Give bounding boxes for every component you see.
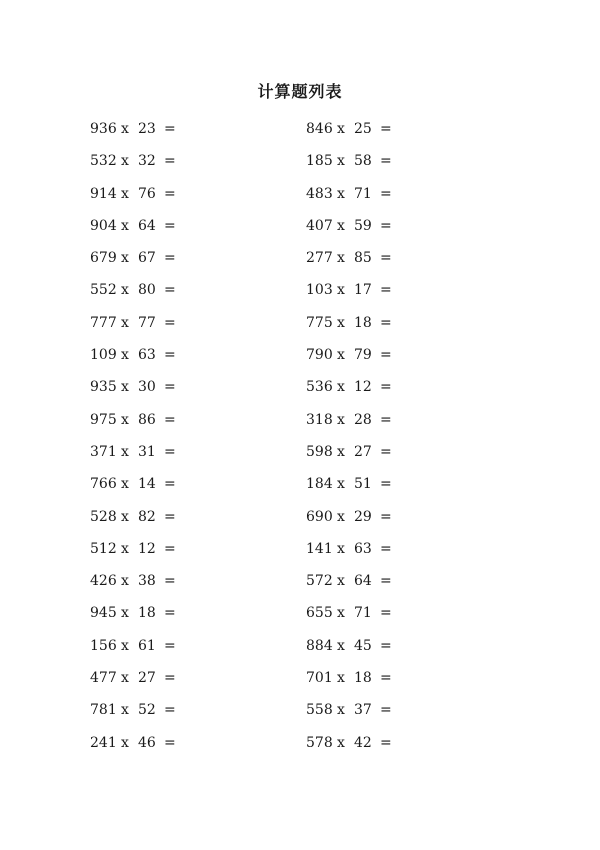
operand-b: 63	[354, 540, 372, 557]
equals-sign: =	[380, 508, 392, 525]
problem-row	[90, 635, 176, 667]
equals-sign: =	[380, 314, 392, 331]
operand-a: 846	[306, 121, 333, 137]
multiply-sign: x	[121, 508, 129, 525]
operand-b: 25	[354, 121, 372, 137]
equals-sign: =	[164, 573, 176, 590]
multiply-sign: x	[337, 734, 345, 751]
equals-sign: =	[164, 508, 176, 525]
operand-b: 59	[354, 217, 372, 234]
operand-b: 45	[354, 637, 372, 654]
operand-a: 536	[306, 379, 333, 396]
equals-sign: =	[164, 670, 176, 687]
equals-sign: =	[164, 411, 176, 428]
multiply-sign: x	[121, 379, 129, 396]
equals-sign: =	[380, 605, 392, 622]
equals-sign: =	[380, 476, 392, 493]
operand-a: 371	[90, 443, 117, 460]
multiply-sign: x	[121, 702, 129, 719]
equals-sign: =	[164, 314, 176, 331]
equals-sign: =	[164, 540, 176, 557]
operand-b: 61	[138, 637, 156, 654]
operand-a: 141	[306, 540, 333, 557]
operand-b: 42	[354, 734, 372, 751]
operand-a: 512	[90, 540, 117, 557]
operand-b: 32	[138, 153, 156, 170]
operand-a: 185	[306, 153, 333, 170]
multiply-sign: x	[337, 282, 345, 299]
operand-b: 23	[138, 121, 156, 137]
operand-a: 156	[90, 637, 117, 654]
multiply-sign: x	[337, 217, 345, 234]
multiply-sign: x	[121, 605, 129, 622]
multiply-sign: x	[337, 121, 345, 137]
operand-a: 407	[306, 217, 333, 234]
operand-a: 318	[306, 411, 333, 428]
operand-b: 37	[354, 702, 372, 719]
operand-a: 975	[90, 411, 117, 428]
problem-row	[90, 667, 176, 699]
equals-sign: =	[164, 476, 176, 493]
problem-row	[90, 150, 176, 182]
problem-row	[306, 732, 392, 764]
multiply-sign: x	[121, 637, 129, 654]
equals-sign: =	[164, 121, 176, 137]
multiply-sign: x	[121, 573, 129, 590]
operand-a: 578	[306, 734, 333, 751]
problem-row	[306, 635, 392, 667]
problem-row	[90, 118, 176, 150]
problem-row	[90, 538, 176, 570]
operand-b: 71	[354, 605, 372, 622]
operand-b: 18	[354, 670, 372, 687]
problem-row	[306, 312, 392, 344]
operand-a: 701	[306, 670, 333, 687]
operand-b: 64	[138, 217, 156, 234]
operand-a: 904	[90, 217, 117, 234]
problem-row	[90, 506, 176, 538]
operand-b: 31	[138, 443, 156, 460]
operand-a: 109	[90, 347, 117, 364]
problem-row	[90, 376, 176, 408]
equals-sign: =	[164, 250, 176, 267]
multiply-sign: x	[121, 443, 129, 460]
problem-row	[90, 279, 176, 311]
problem-row	[306, 279, 392, 311]
equals-sign: =	[380, 250, 392, 267]
multiply-sign: x	[337, 443, 345, 460]
equals-sign: =	[164, 347, 176, 364]
operand-b: 51	[354, 476, 372, 493]
problem-row	[306, 570, 392, 602]
operand-a: 914	[90, 185, 117, 202]
multiply-sign: x	[121, 734, 129, 751]
operand-a: 935	[90, 379, 117, 396]
operand-b: 79	[354, 347, 372, 364]
equals-sign: =	[164, 282, 176, 299]
equals-sign: =	[380, 217, 392, 234]
equals-sign: =	[164, 185, 176, 202]
operand-a: 679	[90, 250, 117, 267]
problem-row	[306, 699, 392, 731]
problem-row	[90, 312, 176, 344]
operand-b: 77	[138, 314, 156, 331]
operand-b: 14	[138, 476, 156, 493]
equals-sign: =	[380, 185, 392, 202]
operand-a: 528	[90, 508, 117, 525]
problem-row	[90, 699, 176, 731]
multiply-sign: x	[337, 670, 345, 687]
right-problem-column	[306, 118, 392, 764]
operand-b: 64	[354, 573, 372, 590]
problem-row	[90, 344, 176, 376]
multiply-sign: x	[121, 282, 129, 299]
operand-a: 277	[306, 250, 333, 267]
operand-b: 12	[138, 540, 156, 557]
multiply-sign: x	[121, 540, 129, 557]
equals-sign: =	[164, 734, 176, 751]
problem-row	[90, 215, 176, 247]
problem-row	[306, 538, 392, 570]
multiply-sign: x	[337, 347, 345, 364]
operand-b: 12	[354, 379, 372, 396]
operand-a: 477	[90, 670, 117, 687]
problem-row	[306, 473, 392, 505]
operand-a: 103	[306, 282, 333, 299]
multiply-sign: x	[337, 508, 345, 525]
multiply-sign: x	[121, 153, 129, 170]
multiply-sign: x	[121, 411, 129, 428]
operand-a: 483	[306, 185, 333, 202]
operand-b: 28	[354, 411, 372, 428]
multiply-sign: x	[337, 379, 345, 396]
multiply-sign: x	[337, 637, 345, 654]
problem-row	[90, 247, 176, 279]
operand-a: 790	[306, 347, 333, 364]
operand-b: 52	[138, 702, 156, 719]
problem-row	[90, 602, 176, 634]
multiply-sign: x	[121, 121, 129, 137]
problem-row	[306, 506, 392, 538]
operand-a: 945	[90, 605, 117, 622]
equals-sign: =	[380, 443, 392, 460]
operand-b: 27	[138, 670, 156, 687]
equals-sign: =	[380, 282, 392, 299]
operand-a: 690	[306, 508, 333, 525]
operand-a: 572	[306, 573, 333, 590]
multiply-sign: x	[121, 347, 129, 364]
multiply-sign: x	[121, 476, 129, 493]
problem-row	[90, 441, 176, 473]
operand-b: 46	[138, 734, 156, 751]
operand-b: 30	[138, 379, 156, 396]
multiply-sign: x	[337, 314, 345, 331]
equals-sign: =	[380, 347, 392, 364]
problem-row	[90, 473, 176, 505]
equals-sign: =	[380, 379, 392, 396]
operand-b: 18	[138, 605, 156, 622]
equals-sign: =	[164, 443, 176, 460]
multiply-sign: x	[337, 250, 345, 267]
equals-sign: =	[164, 605, 176, 622]
operand-a: 532	[90, 153, 117, 170]
operand-b: 85	[354, 250, 372, 267]
equals-sign: =	[380, 411, 392, 428]
problem-row	[306, 183, 392, 215]
equals-sign: =	[380, 121, 392, 137]
operand-b: 67	[138, 250, 156, 267]
problem-row	[306, 409, 392, 441]
operand-a: 936	[90, 121, 117, 137]
operand-b: 63	[138, 347, 156, 364]
equals-sign: =	[380, 734, 392, 751]
operand-a: 775	[306, 314, 333, 331]
operand-a: 781	[90, 702, 117, 719]
operand-b: 82	[138, 508, 156, 525]
problem-row	[306, 602, 392, 634]
problem-row	[90, 570, 176, 602]
equals-sign: =	[164, 702, 176, 719]
equals-sign: =	[380, 637, 392, 654]
operand-b: 18	[354, 314, 372, 331]
operand-b: 58	[354, 153, 372, 170]
operand-b: 17	[354, 282, 372, 299]
operand-a: 655	[306, 605, 333, 622]
operand-a: 426	[90, 573, 117, 590]
operand-a: 241	[90, 734, 117, 751]
operand-a: 884	[306, 637, 333, 654]
operand-b: 27	[354, 443, 372, 460]
multiply-sign: x	[337, 540, 345, 557]
multiply-sign: x	[121, 217, 129, 234]
multiply-sign: x	[337, 573, 345, 590]
problem-row	[306, 247, 392, 279]
multiply-sign: x	[121, 314, 129, 331]
operand-a: 766	[90, 476, 117, 493]
equals-sign: =	[380, 670, 392, 687]
equals-sign: =	[380, 573, 392, 590]
operand-b: 76	[138, 185, 156, 202]
multiply-sign: x	[121, 670, 129, 687]
multiply-sign: x	[337, 702, 345, 719]
equals-sign: =	[380, 153, 392, 170]
operand-a: 184	[306, 476, 333, 493]
multiply-sign: x	[121, 185, 129, 202]
multiply-sign: x	[337, 185, 345, 202]
equals-sign: =	[380, 540, 392, 557]
operand-a: 777	[90, 314, 117, 331]
multiply-sign: x	[337, 476, 345, 493]
problem-row	[306, 215, 392, 247]
problem-row	[306, 118, 392, 150]
problem-row	[90, 183, 176, 215]
problem-row	[306, 441, 392, 473]
multiply-sign: x	[337, 411, 345, 428]
operand-a: 598	[306, 443, 333, 460]
problem-row	[306, 344, 392, 376]
equals-sign: =	[164, 217, 176, 234]
problem-row	[90, 732, 176, 764]
multiply-sign: x	[337, 605, 345, 622]
equals-sign: =	[164, 153, 176, 170]
operand-a: 558	[306, 702, 333, 719]
operand-a: 552	[90, 282, 117, 299]
problem-row	[306, 150, 392, 182]
operand-b: 86	[138, 411, 156, 428]
equals-sign: =	[164, 637, 176, 654]
problem-row	[90, 409, 176, 441]
multiply-sign: x	[337, 153, 345, 170]
problem-row	[306, 376, 392, 408]
operand-b: 29	[354, 508, 372, 525]
operand-b: 71	[354, 185, 372, 202]
left-problem-column	[90, 118, 176, 764]
page-title: 计算题列表	[257, 82, 343, 101]
multiply-sign: x	[121, 250, 129, 267]
equals-sign: =	[380, 702, 392, 719]
equals-sign: =	[164, 379, 176, 396]
operand-b: 80	[138, 282, 156, 299]
operand-b: 38	[138, 573, 156, 590]
problem-row	[306, 667, 392, 699]
